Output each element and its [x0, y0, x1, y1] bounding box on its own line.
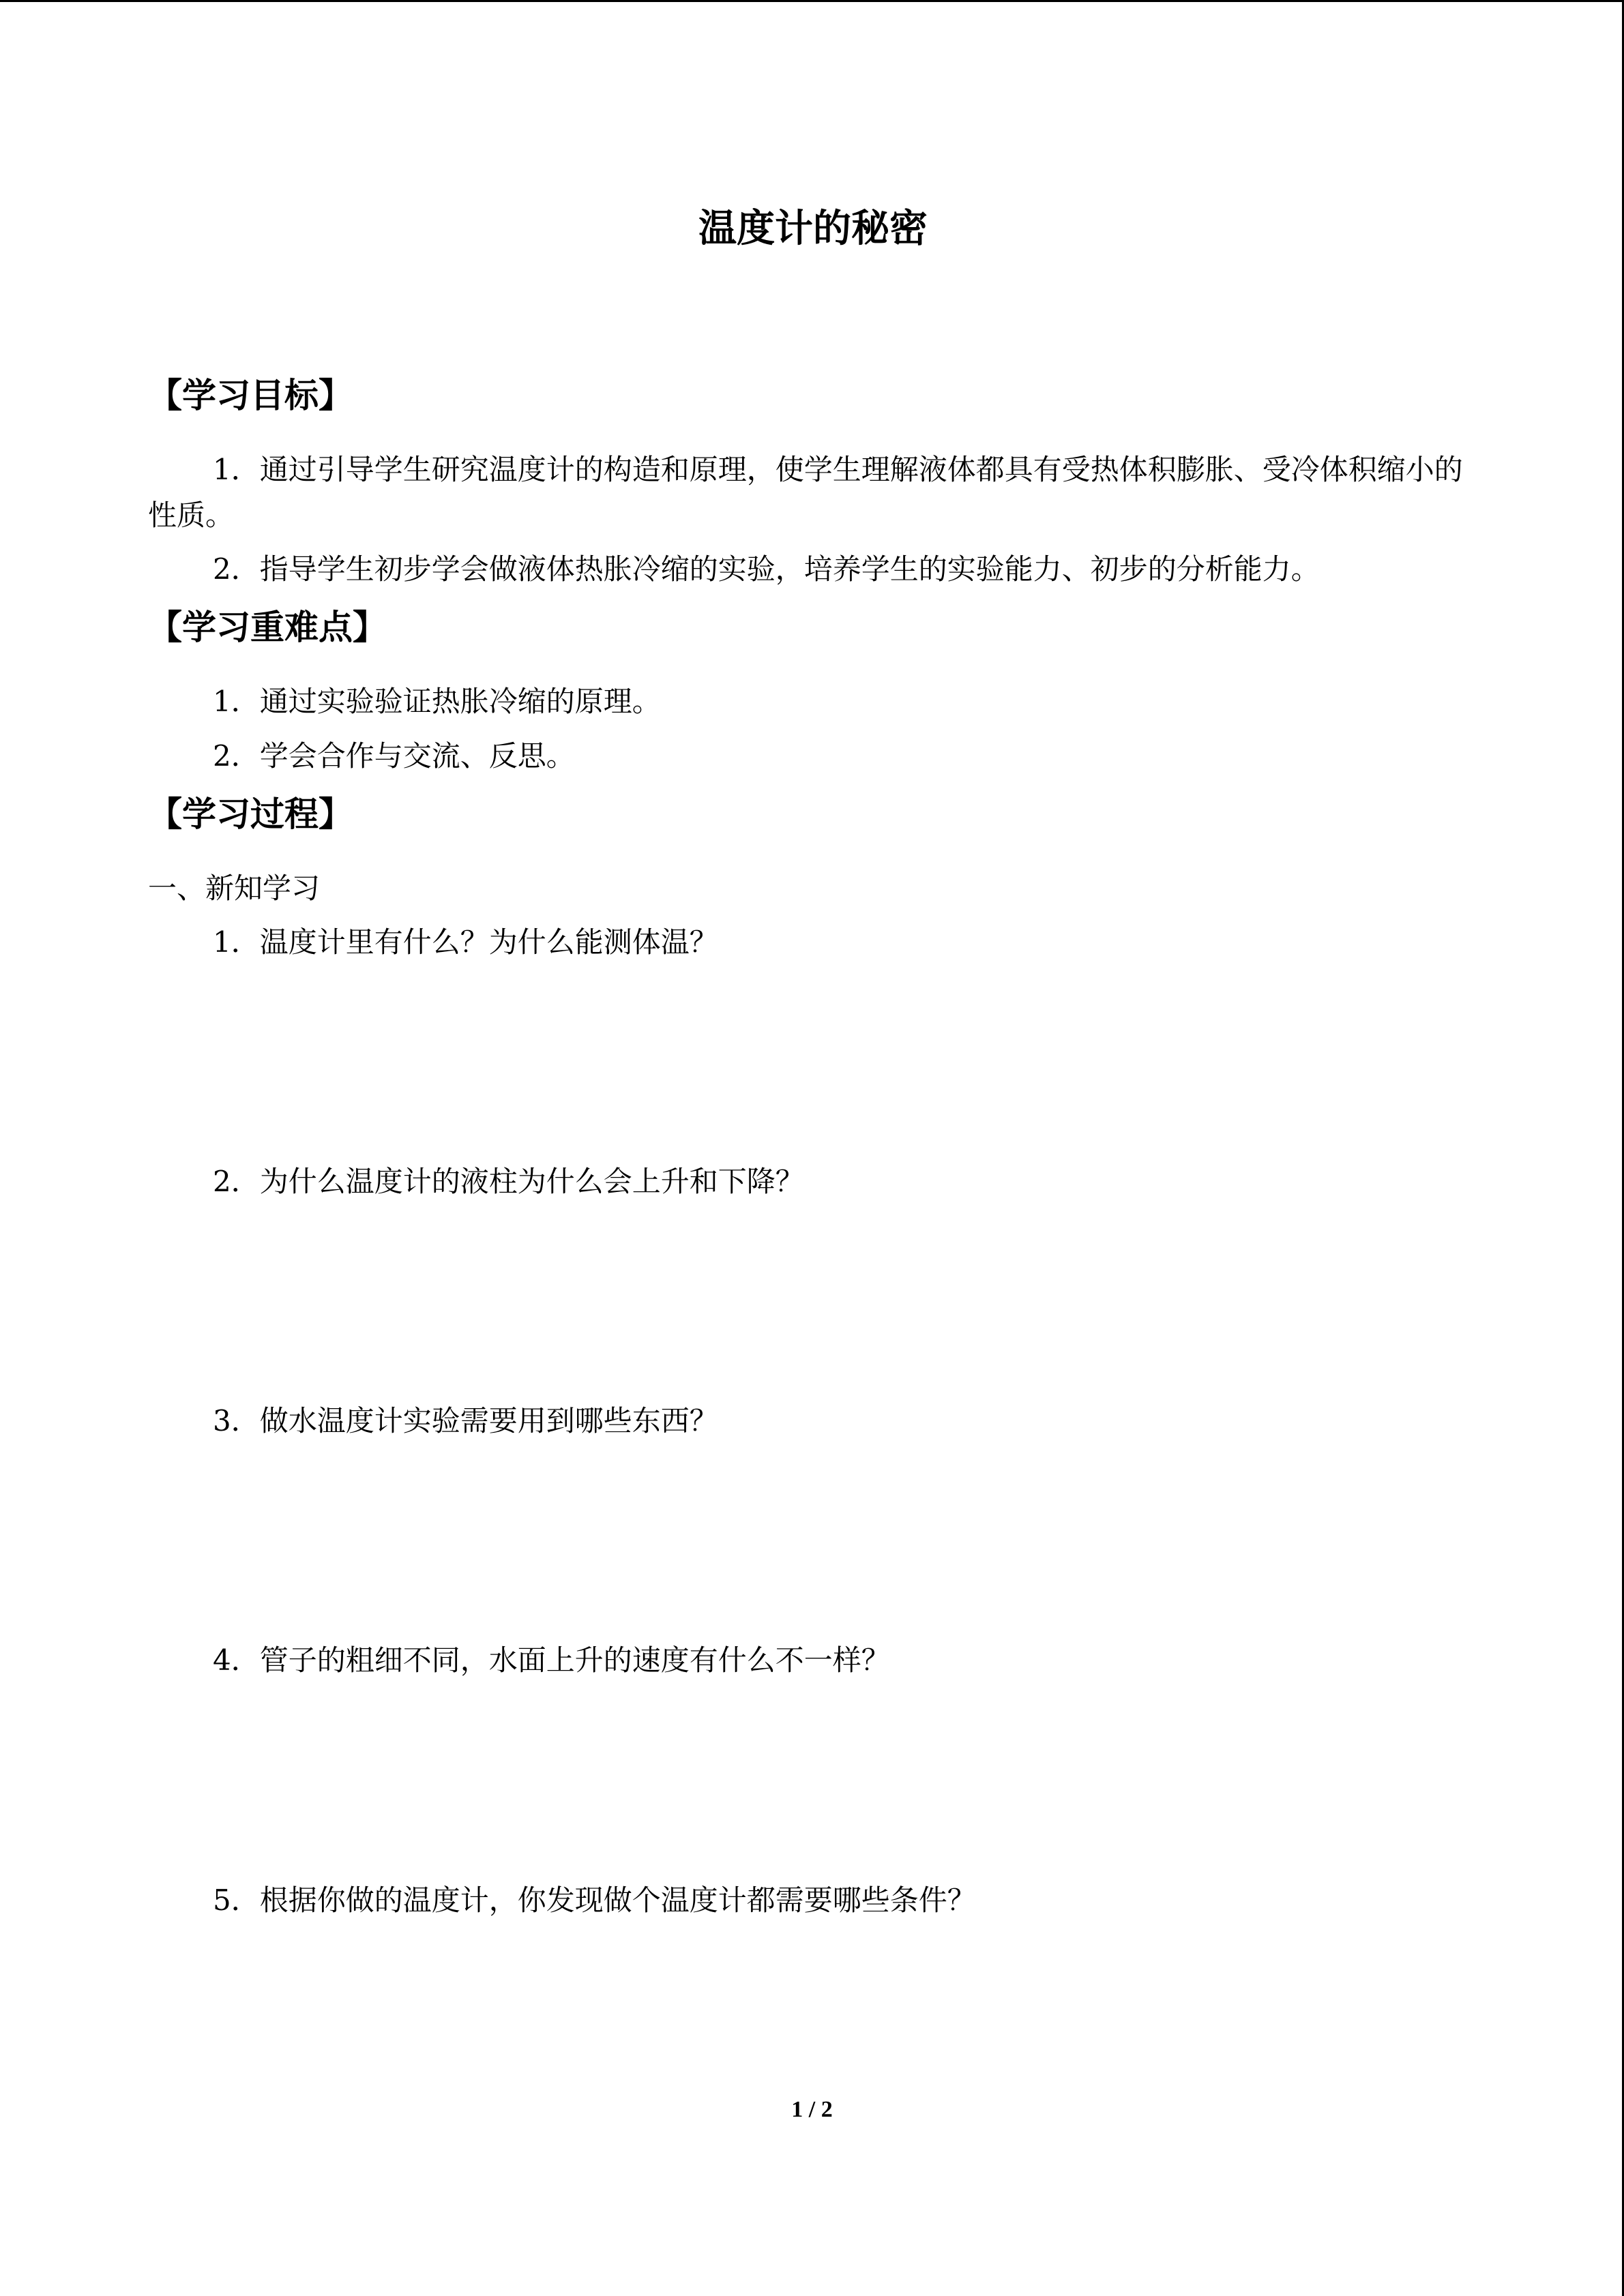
question-item: 1．温度计里有什么？为什么能测体温？ — [213, 925, 718, 959]
question-item: 4．管子的粗细不同，水面上升的速度有什么不一样？ — [213, 1643, 890, 1678]
question-item: 3．做水温度计实验需要用到哪些东西？ — [213, 1404, 718, 1438]
page-title: 温度计的秘密 — [698, 207, 928, 251]
question-item: 5．根据你做的温度计，你发现做个温度计都需要哪些条件？ — [213, 1883, 976, 1917]
section-heading-process: 【学习过程】 — [148, 794, 353, 834]
document-body — [148, 205, 1478, 1923]
goal-item: 1．通过引导学生研究温度计的构造和原理，使学生理解液体都具有受热体积膨胀、受冷体积缩小的性质。 — [148, 452, 1463, 532]
key-point-item: 1．通过实验验证热胀冷缩的原理。 — [213, 685, 661, 719]
subheading-new-knowledge: 一、新知学习 — [148, 871, 321, 905]
page-number: 1 / 2 — [791, 2097, 833, 2122]
key-point-item: 2．学会合作与交流、反思。 — [213, 739, 575, 773]
goal-item: 2．指导学生初步学会做液体热胀冷缩的实验，培养学生的实验能力、初步的分析能力。 — [213, 552, 1320, 586]
section-heading-key-points: 【学习重难点】 — [148, 608, 387, 648]
section-heading-goals: 【学习目标】 — [148, 375, 353, 415]
page-border-top — [0, 0, 1624, 2]
question-item: 2．为什么温度计的液柱为什么会上升和下降？ — [213, 1165, 804, 1199]
